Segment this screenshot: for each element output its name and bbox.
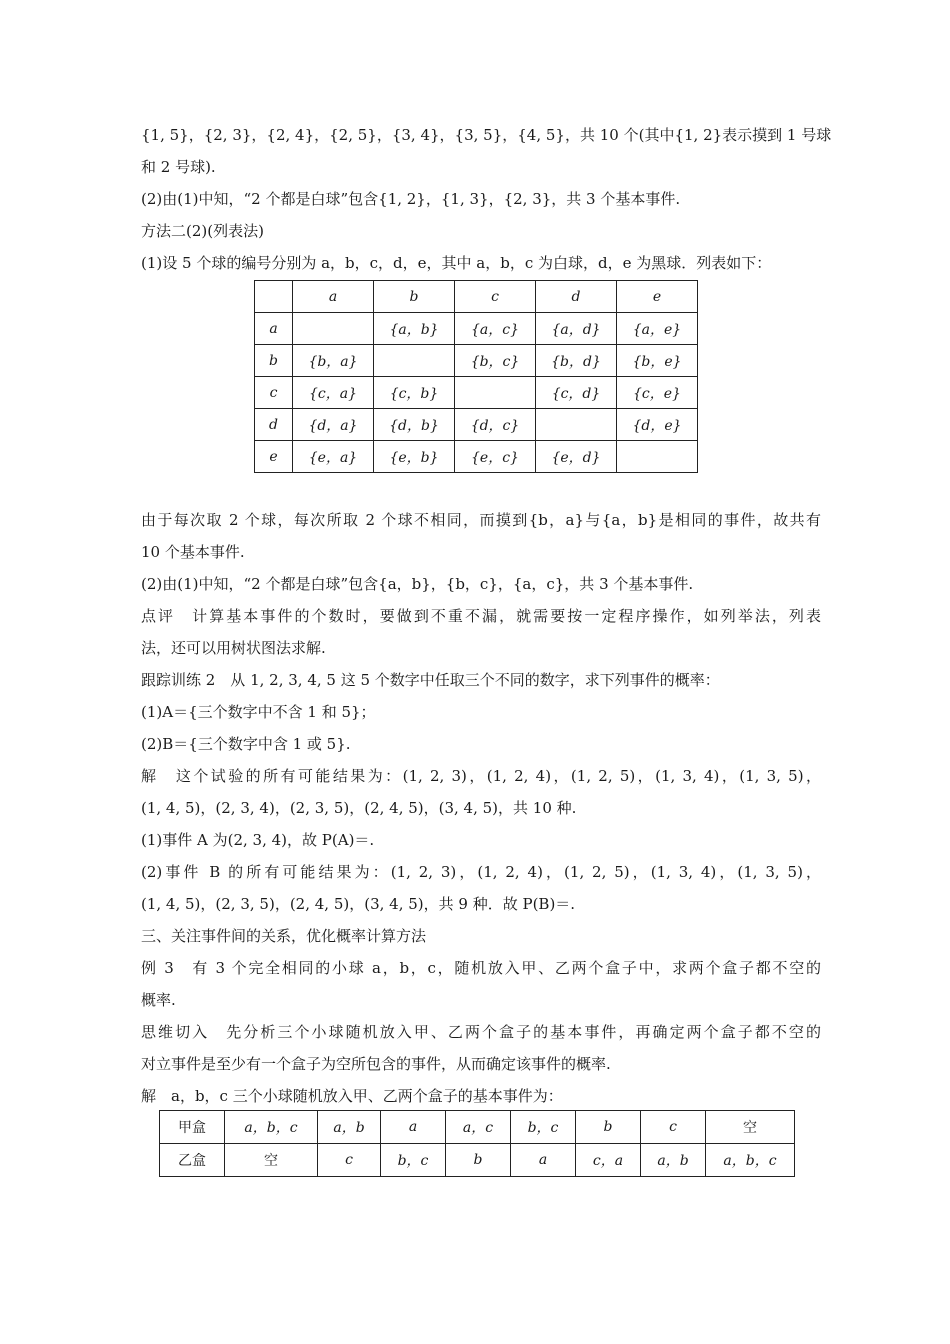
table-cell: {e，c} xyxy=(455,441,536,473)
table-cell: {e，b} xyxy=(374,441,455,473)
line-9: 点评 计算基本事件的个数时，要做到不重不漏，就需要按一定程序操作，如列举法，列表 xyxy=(141,607,821,625)
line-18: (1, 4, 5)，(2, 3, 5)，(2, 4, 5)，(3, 4, 5)，共 9 种．故 P(B)＝. xyxy=(141,895,576,913)
table-cell: {d，a} xyxy=(293,409,374,441)
line-19: 三、关注事件间的关系，优化概率计算方法 xyxy=(141,927,427,945)
table-cell: {d，e} xyxy=(617,409,698,441)
table-row xyxy=(255,313,698,345)
table-cell: e xyxy=(617,281,698,313)
line-17: (2)事件 B 的所有可能结果为：(1, 2, 3)，(1, 2, 4)，(1, 2, 5)，(1, 3, 4)，(1, 3, 5)， xyxy=(141,863,821,881)
table-cell xyxy=(617,441,698,473)
table-cell: b xyxy=(374,281,455,313)
table-cell: a，c xyxy=(446,1111,511,1144)
line-1: {1, 5}，{2, 3}，{2, 4}，{2, 5}，{3, 4}，{3, 5}，{4, 5}，共 10 个(其中{1, 2}表示摸到 1 号球 xyxy=(141,126,832,144)
table-cell: 空 xyxy=(706,1111,795,1144)
line-16: (1)事件 A 为(2, 3, 4)，故 P(A)＝. xyxy=(141,831,375,849)
box-distribution-table xyxy=(159,1110,795,1177)
table-cell: {c，b} xyxy=(374,377,455,409)
table-cell: {d，b} xyxy=(374,409,455,441)
table-cell: a，b，c xyxy=(225,1111,318,1144)
table-cell: b xyxy=(576,1111,641,1144)
line-6: 由于每次取 2 个球，每次所取 2 个球不相同，而摸到{b，a}与{a，b}是相同的事件，故共有 xyxy=(141,511,821,529)
table-cell: {c，d} xyxy=(536,377,617,409)
line-7: 10 个基本事件. xyxy=(141,543,245,561)
table-cell xyxy=(293,313,374,345)
table-cell: e xyxy=(255,441,293,473)
table-row xyxy=(255,441,698,473)
table-cell: {c，a} xyxy=(293,377,374,409)
line-20: 例 3 有 3 个完全相同的小球 a，b，c，随机放入甲、乙两个盒子中，求两个盒子都不空的 xyxy=(141,959,821,977)
table-cell: c xyxy=(455,281,536,313)
line-4: 方法二(2)(列表法) xyxy=(141,222,264,240)
line-23: 对立事件是至少有一个盒子为空所包含的事件，从而确定该事件的概率. xyxy=(141,1055,611,1073)
line-10: 法，还可以用树状图法求解. xyxy=(141,639,326,657)
table-row xyxy=(255,345,698,377)
table-cell: {a，c} xyxy=(455,313,536,345)
line-11: 跟踪训练 2 从 1, 2, 3, 4, 5 这 5 个数字中任取三个不同的数字，求下列事件的概率： xyxy=(141,671,720,689)
line-13: (2)B＝{三个数字中含 1 或 5}. xyxy=(141,735,351,753)
table-cell: 乙盒 xyxy=(160,1144,225,1177)
table-cell: a，b，c xyxy=(706,1144,795,1177)
table-cell: {e，d} xyxy=(536,441,617,473)
table-cell: {b，e} xyxy=(617,345,698,377)
table-cell: {a，b} xyxy=(374,313,455,345)
table-cell: 甲盒 xyxy=(160,1111,225,1144)
ball-pair-table xyxy=(254,280,698,473)
table-cell: {d，c} xyxy=(455,409,536,441)
table-row xyxy=(160,1144,795,1177)
table-cell: {e，a} xyxy=(293,441,374,473)
table-cell: b xyxy=(255,345,293,377)
line-21: 概率. xyxy=(141,991,176,1009)
table-cell: c xyxy=(255,377,293,409)
table-cell: 空 xyxy=(225,1144,318,1177)
table-cell: c xyxy=(641,1111,706,1144)
table-cell xyxy=(374,345,455,377)
table-row xyxy=(255,409,698,441)
table-cell: a xyxy=(293,281,374,313)
table-cell: {b，a} xyxy=(293,345,374,377)
line-22: 思维切入 先分析三个小球随机放入甲、乙两个盒子的基本事件，再确定两个盒子都不空的 xyxy=(141,1023,821,1041)
table-row xyxy=(255,377,698,409)
table-cell xyxy=(536,409,617,441)
table-cell: {c，e} xyxy=(617,377,698,409)
table-cell: a，b xyxy=(641,1144,706,1177)
table-cell: {a，d} xyxy=(536,313,617,345)
line-2: 和 2 号球). xyxy=(141,158,216,176)
line-12: (1)A＝{三个数字中不含 1 和 5}； xyxy=(141,703,376,721)
table-cell: b，c xyxy=(511,1111,576,1144)
line-14: 解 这个试验的所有可能结果为：(1, 2, 3)，(1, 2, 4)，(1, 2, 5)，(1, 3, 4)，(1, 3, 5)， xyxy=(141,767,821,785)
table-cell: a，b xyxy=(318,1111,381,1144)
line-24: 解 a，b，c 三个小球随机放入甲、乙两个盒子的基本事件为： xyxy=(141,1087,563,1105)
table-cell: c，a xyxy=(576,1144,641,1177)
line-8: (2)由(1)中知，“2 个都是白球”包含{a，b}，{b，c}，{a，c}，共 3 个基本事件. xyxy=(141,575,694,593)
table-cell: a xyxy=(255,313,293,345)
table-cell: d xyxy=(255,409,293,441)
table-cell: c xyxy=(318,1144,381,1177)
table-cell: a xyxy=(511,1144,576,1177)
table-cell: {b，c} xyxy=(455,345,536,377)
table-cell xyxy=(455,377,536,409)
table-row xyxy=(160,1111,795,1144)
table-cell: a xyxy=(381,1111,446,1144)
line-15: (1, 4, 5)，(2, 3, 4)，(2, 3, 5)，(2, 4, 5)，(3, 4, 5)，共 10 种. xyxy=(141,799,577,817)
table-row xyxy=(255,281,698,313)
table-cell: {a，e} xyxy=(617,313,698,345)
table-cell: d xyxy=(536,281,617,313)
line-5: (1)设 5 个球的编号分别为 a，b，c，d，e，其中 a，b，c 为白球，d，e 为黑球．列表如下： xyxy=(141,254,772,272)
line-3: (2)由(1)中知，“2 个都是白球”包含{1, 2}，{1, 3}，{2, 3}，共 3 个基本事件. xyxy=(141,190,681,208)
table-cell: b，c xyxy=(381,1144,446,1177)
table-cell xyxy=(255,281,293,313)
table-cell: b xyxy=(446,1144,511,1177)
table-cell: {b，d} xyxy=(536,345,617,377)
